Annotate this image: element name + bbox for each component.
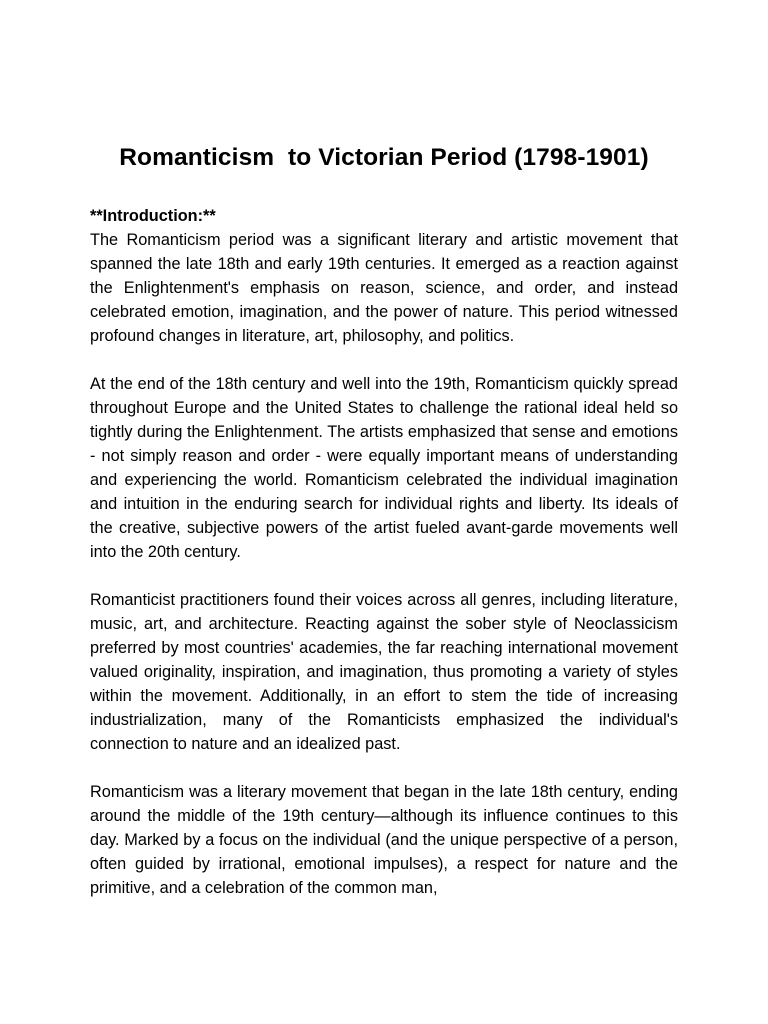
- document-body: [90, 204, 678, 924]
- paragraph-intro: The Romanticism period was a significant literary and artistic movement that spanned the late 18th and early 19th centuries. It emerged as a reaction against the Enlightenment's emphasis on reason, science, and order, and instead celebrated emotion, imagination, and the power of nature. This period witnessed profound changes in literature, art, philosophy, and politics.: [90, 231, 678, 345]
- page-title: Romanticism to Victorian Period (1798-1901): [119, 144, 649, 171]
- paragraph-literary-movement: Romanticism was a literary movement that began in the late 18th century, ending around the middle of the 19th century—although its influence continues to this day. Marked by a focus on the individual (and the unique perspective of a person, often guided by irrational, emotional impulses), a respect for nature and the primitive, and a celebration of the common man,: [90, 783, 678, 897]
- intro-heading: **Introduction:**: [90, 207, 216, 225]
- paragraph-spread: At the end of the 18th century and well into the 19th, Romanticism quickly spread throughout Europe and the United States to challenge the rational ideal held so tightly during the Enlightenment. The artists emphasized that sense and emotions - not simply reason and order - were equally important means of understanding and experiencing the world. Romanticism celebrated the individual imagination and intuition in the enduring search for individual rights and liberty. Its ideals of the creative, subjective powers of the artist fueled avant-garde movements well into the 20th century.: [90, 375, 678, 561]
- paragraph-practitioners: Romanticist practitioners found their voices across all genres, including literature, music, art, and architecture. Reacting against the sober style of Neoclassicism preferred by most countries' academies, the far reaching international movement valued originality, inspiration, and imagination, thus promoting a variety of styles within the movement. Additionally, in an effort to stem the tide of increasing industrialization, many of the Romanticists emphasized the individual's connection to nature and an idealized past.: [90, 591, 678, 753]
